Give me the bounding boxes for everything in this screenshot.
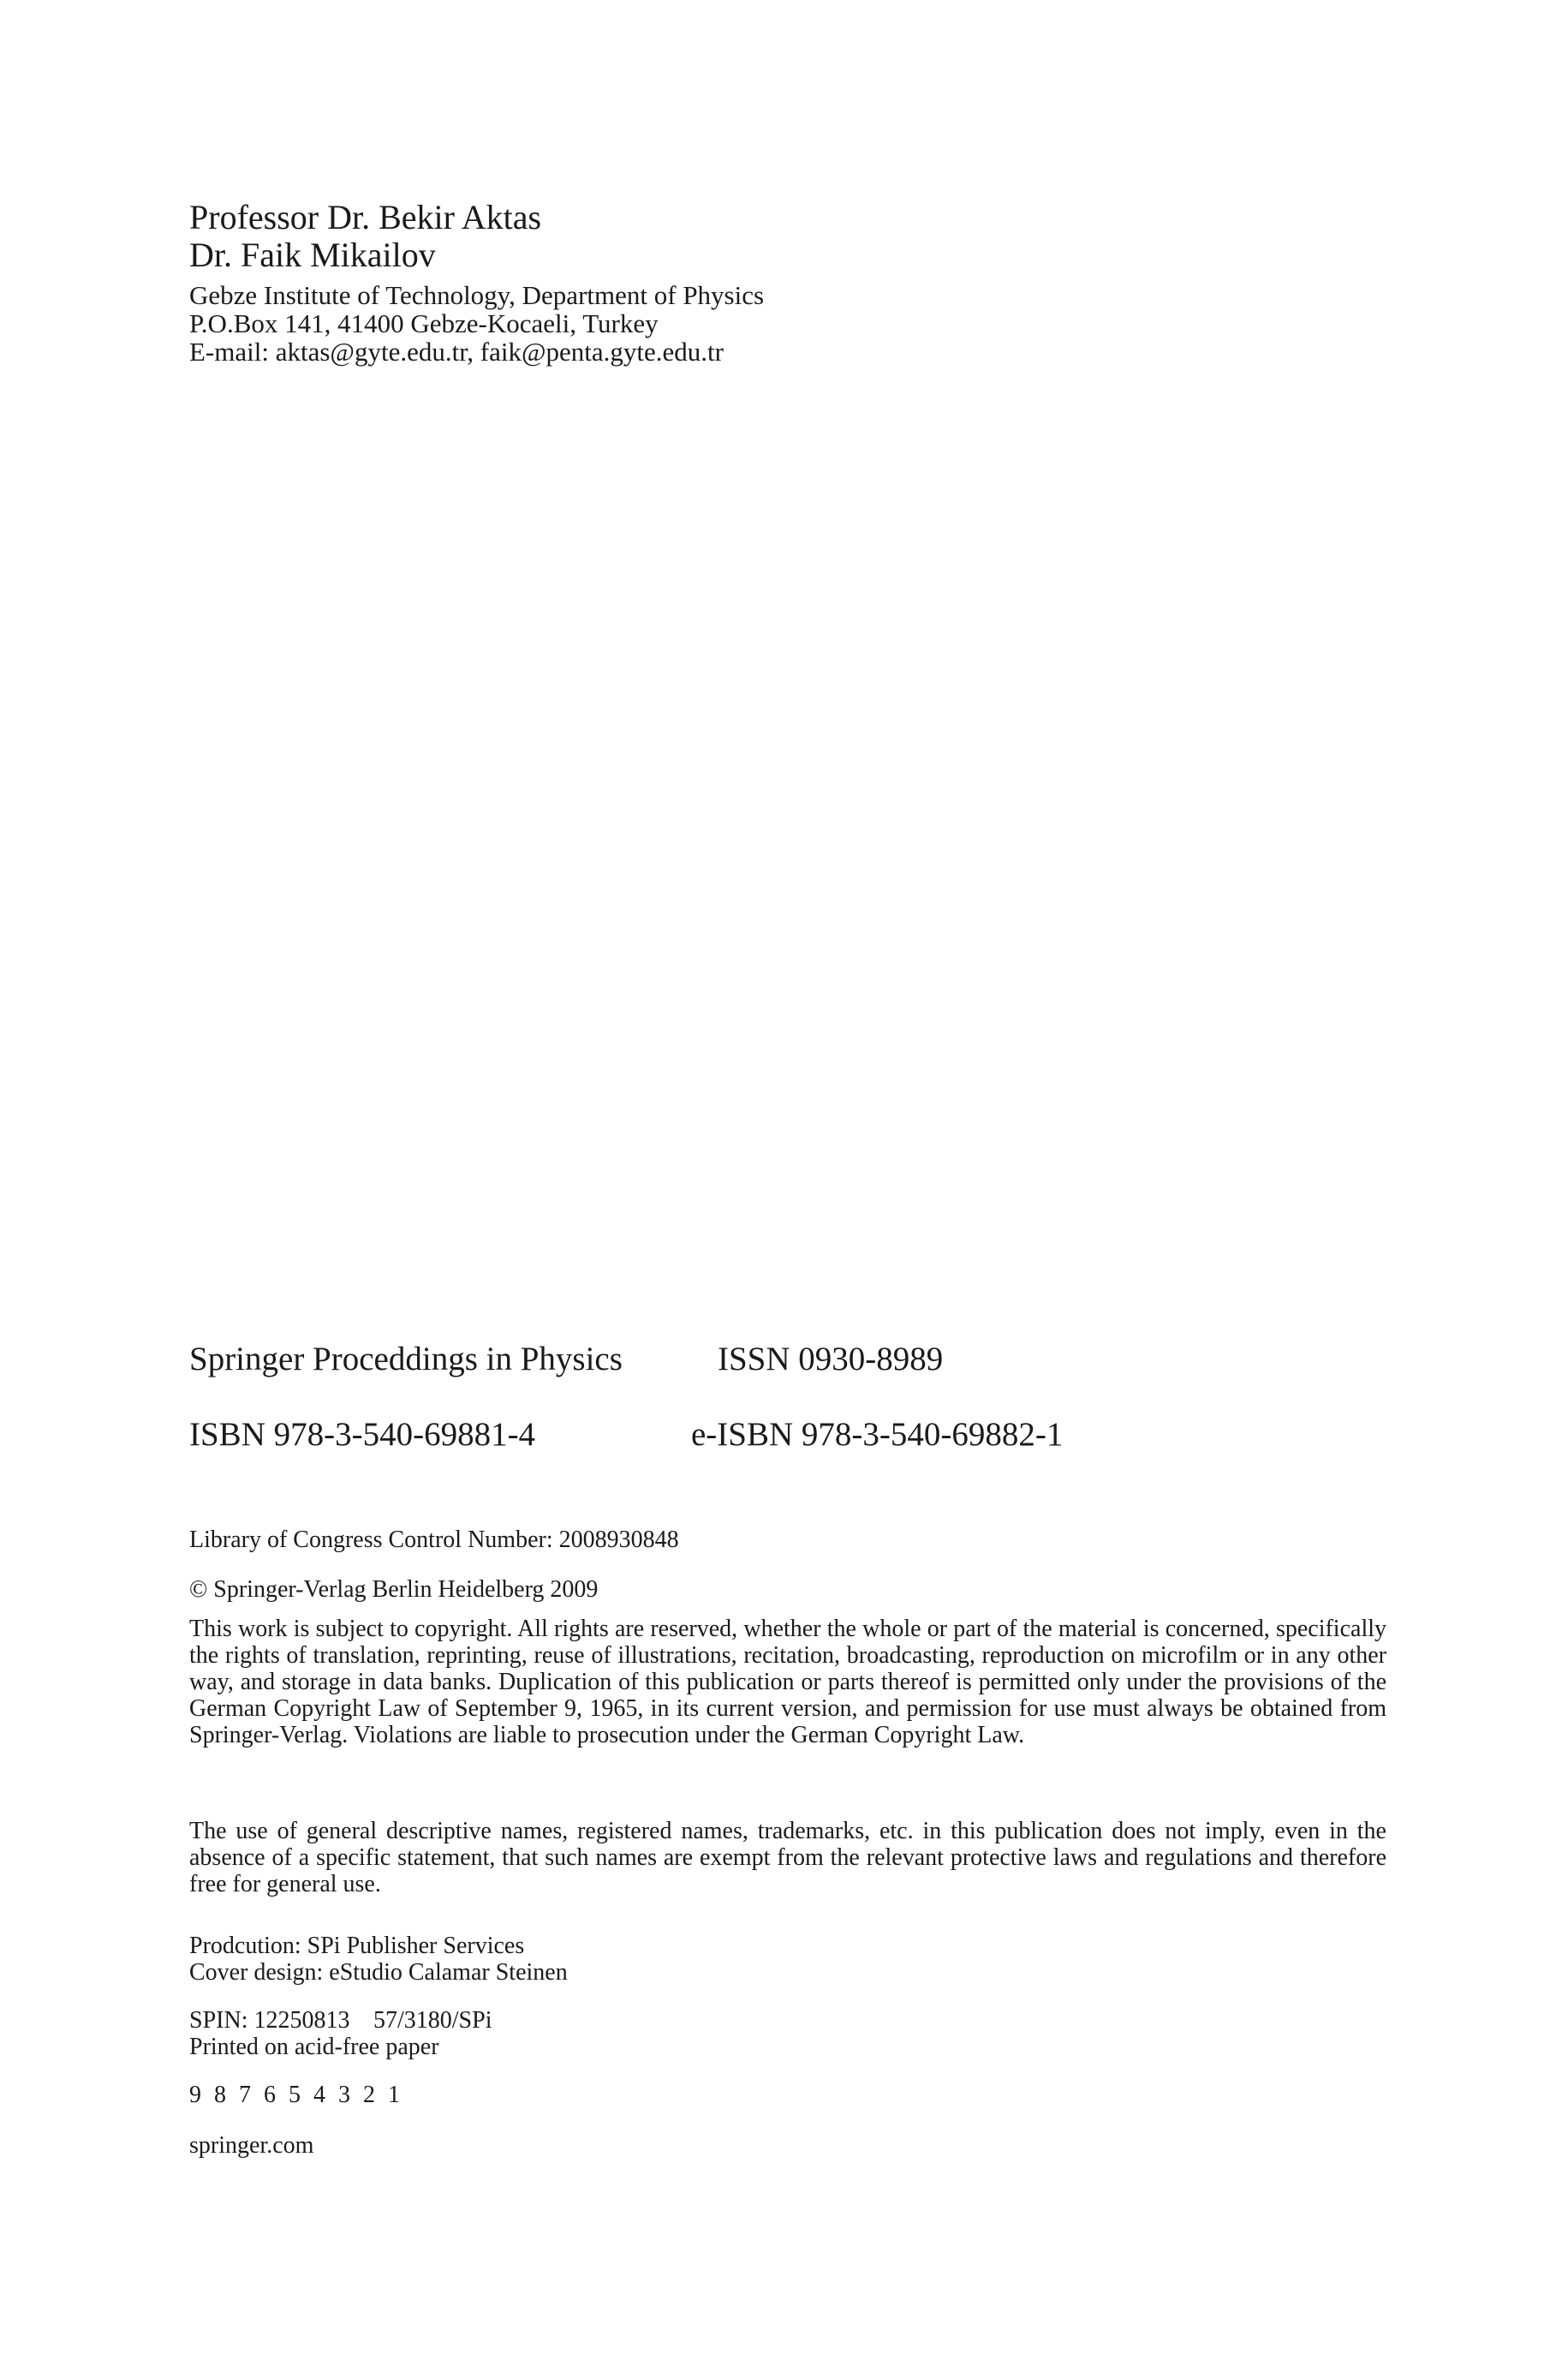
e-isbn: e-ISBN 978-3-540-69882-1 [691,1416,1064,1453]
spin-code: 57/3180/SPi [373,2007,492,2034]
email-line: E-mail: aktas@gyte.edu.tr, faik@penta.gyte.edu.tr [189,337,724,367]
loc-control-number: Library of Congress Control Number: 2008930848 [189,1527,679,1553]
series-title: Springer Proceddings in Physics [189,1341,623,1377]
production-credits [189,1933,568,1986]
cover-design-line: Cover design: eStudio Calamar Steinen [189,1959,568,1986]
spin-block [189,2007,492,2060]
spin-line [189,2007,492,2034]
issn: ISSN 0930-8989 [718,1341,944,1377]
author-name: Dr. Faik Mikailov [189,236,436,274]
copyright-notice: © Springer-Verlag Berlin Heidelberg 2009 [189,1576,599,1603]
rights-paragraph: This work is subject to copyright. All rights are reserved, whether the whole or part of the material is concerned, specifically the rights of translation, reprinting, reuse of illustrations, recitation, broadcasting, reproduction on microfilm or in any other way, and storage in data banks. Duplication of this publication or parts thereof is permitted only under the provisions of the German Copyright Law of September 9, 1965, in its current version, and permission for use must always be obtained from Springer-Verlag. Violations are liable to prosecution under the German Copyright Law. [189,1616,1386,1748]
postal-address: P.O.Box 141, 41400 Gebze-Kocaeli, Turkey [189,308,659,338]
trademark-paragraph: The use of general descriptive names, registered names, trademarks, etc. in this publication does not imply, even in the absence of a specific statement, that such names are exempt from the relevant protective laws and regulations and therefore free for general use. [189,1818,1386,1897]
institution: Gebze Institute of Technology, Department of Physics [189,280,765,310]
author-name: Professor Dr. Bekir Aktas [189,198,542,236]
print-line: 9 8 7 6 5 4 3 2 1 [189,2082,403,2108]
spin-number: SPIN: 12250813 [189,2007,350,2034]
author-block [189,199,764,366]
production-line: Prodcution: SPi Publisher Services [189,1933,525,1959]
publisher-website: springer.com [189,2132,314,2159]
paper-line: Printed on acid-free paper [189,2034,439,2060]
isbn: ISBN 978-3-540-69881-4 [189,1416,536,1453]
